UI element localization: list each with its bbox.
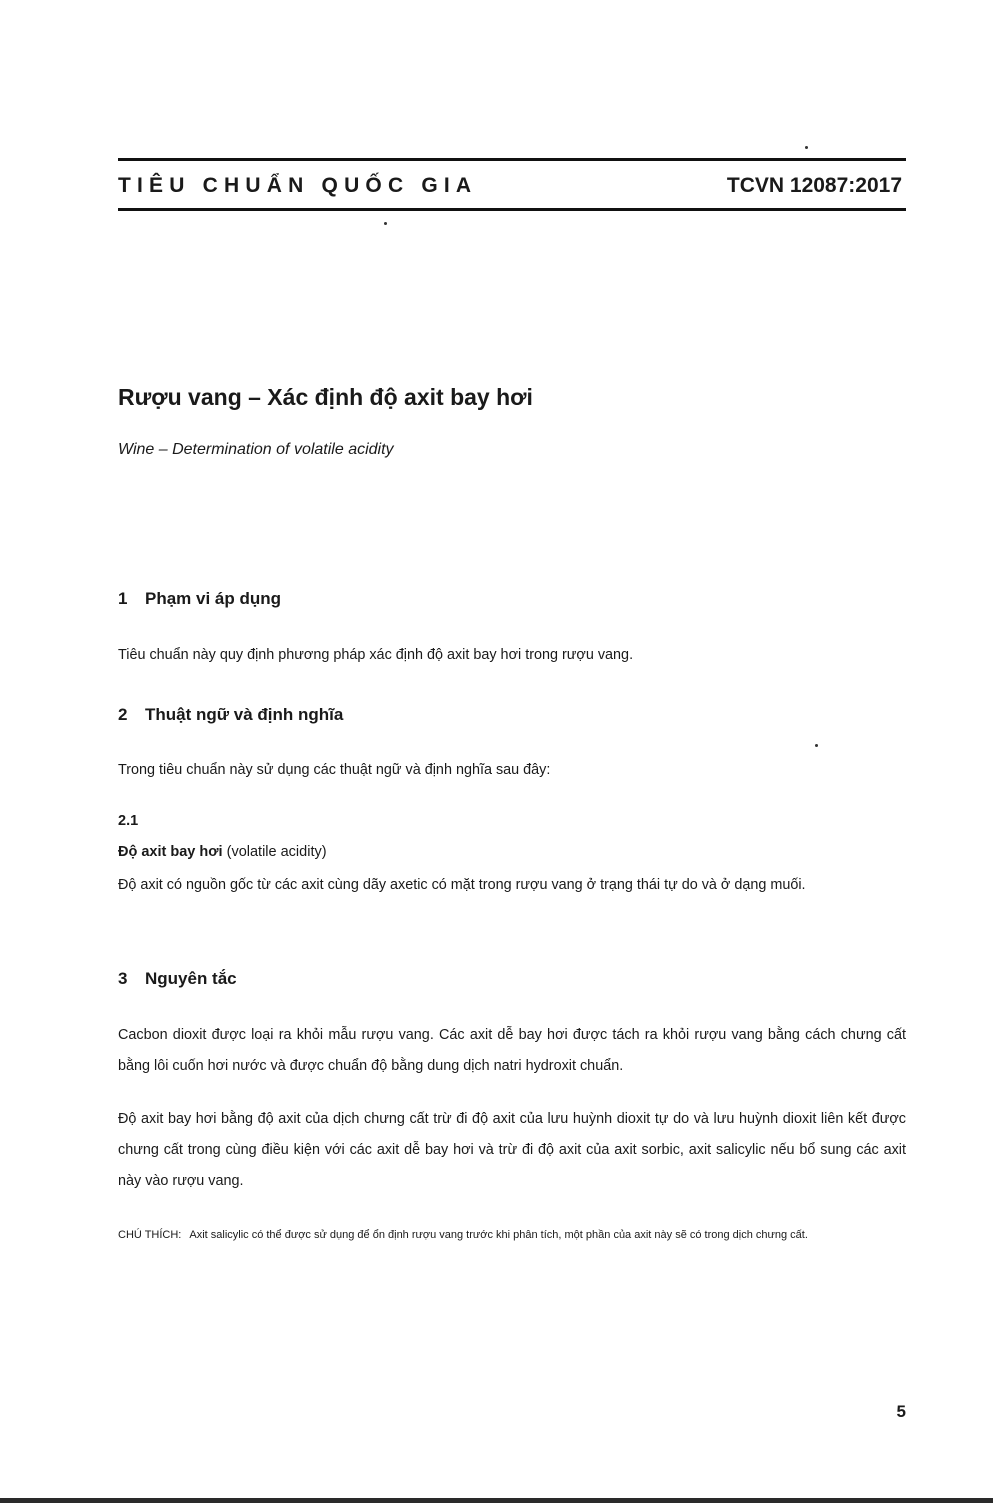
section-title: Thuật ngữ và định nghĩa — [145, 705, 344, 724]
document-subtitle-english: Wine – Determination of volatile acidity — [118, 441, 394, 458]
section-heading-terms — [118, 705, 343, 725]
header-rule-top — [118, 158, 906, 161]
document-title: Rượu vang – Xác định độ axit bay hơi — [118, 384, 533, 410]
section-number: 2 — [118, 705, 128, 724]
standard-number: TCVN 12087:2017 — [726, 174, 902, 197]
section-title: Phạm vi áp dụng — [145, 589, 282, 608]
header-rule-bottom — [118, 208, 906, 211]
term-entry — [118, 844, 327, 860]
scan-speck — [805, 146, 808, 149]
section-title: Nguyên tắc — [145, 969, 237, 988]
note — [118, 1224, 906, 1247]
section-heading-scope — [118, 589, 281, 609]
term-english: (volatile acidity) — [226, 844, 327, 860]
term-definition: Độ axit có nguồn gốc từ các axit cùng dãy axetic có mặt trong rượu vang ở trạng thái tự do và ở dạng muối. — [118, 877, 806, 893]
paragraph: Cacbon dioxit được loại ra khỏi mẫu rượu vang. Các axit dễ bay hơi được tách ra khỏi rượu vang bằng cách chưng cất bằng lôi cuốn hơi nước và được chuẩn độ bằng dung dịch natri hydroxit chuẩn. — [118, 1027, 906, 1074]
standard-type-label: TIÊU CHUẨN QUỐC GIA — [118, 174, 478, 197]
section-heading-principle — [118, 969, 237, 989]
term-number: 2.1 — [118, 813, 139, 829]
note-text: Axit salicylic có thể được sử dụng để ổn định rượu vang trước khi phân tích, một phần của axit này sẽ có trong dịch chưng cất. — [189, 1229, 808, 1241]
term-name: Độ axit bay hơi — [118, 844, 223, 860]
section-number: 1 — [118, 589, 128, 608]
page-number: 5 — [896, 1402, 906, 1421]
section-number: 3 — [118, 969, 128, 988]
scan-border — [0, 1498, 993, 1503]
paragraph: Tiêu chuẩn này quy định phương pháp xác định độ axit bay hơi trong rượu vang. — [118, 647, 634, 663]
scan-speck — [384, 222, 387, 225]
scan-speck — [815, 744, 818, 747]
paragraph: Độ axit bay hơi bằng độ axit của dịch chưng cất trừ đi độ axit của lưu huỳnh dioxit tự do và lưu huỳnh dioxit liên kết được chưng cất trong cùng điều kiện với các axit dễ bay hơi và trừ đi độ axit của axit sorbic, axit salicylic nếu bổ sung các axit này vào rượu vang. — [118, 1111, 906, 1189]
note-label: CHÚ THÍCH: — [118, 1229, 182, 1241]
paragraph: Trong tiêu chuẩn này sử dụng các thuật ngữ và định nghĩa sau đây: — [118, 762, 551, 778]
